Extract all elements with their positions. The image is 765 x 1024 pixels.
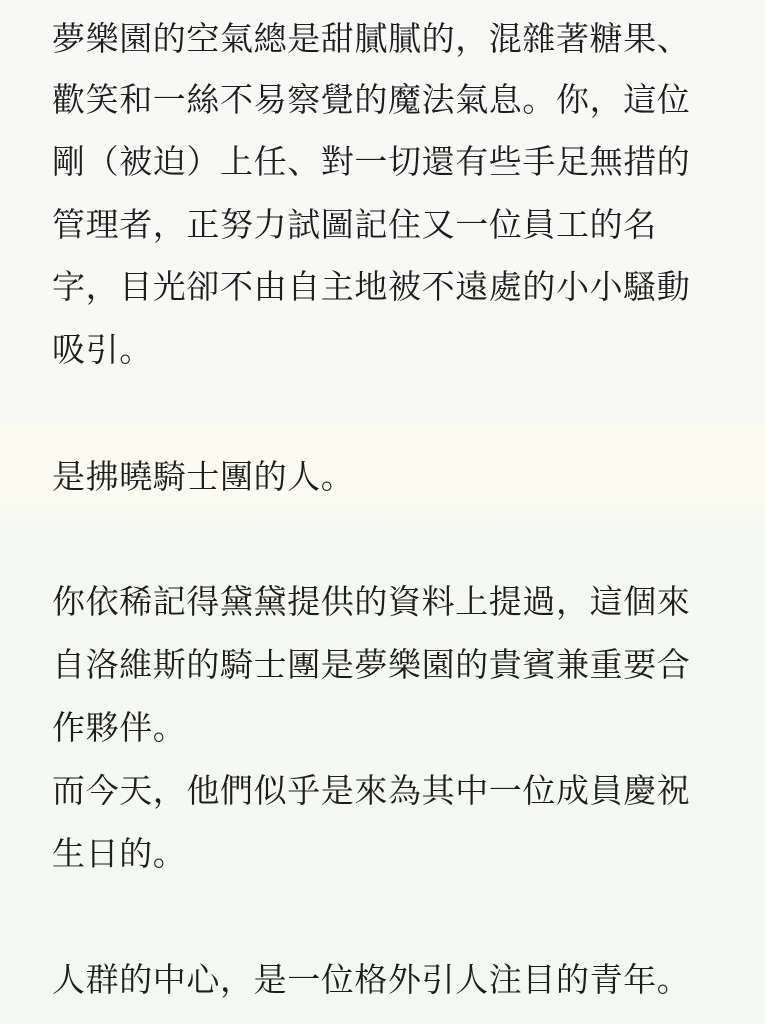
paragraph-3-line-2: 自洛維斯的騎士團是夢樂園的貴賓兼重要合 [52,645,691,684]
paragraph-2-line-1: 是拂曉騎士團的人。 [52,457,355,496]
paragraph-1-line-4: 管理者，正努力試圖記住又一位員工的名 [52,205,657,244]
paragraph-1-line-5: 字，目光卻不由自主地被不遠處的小小騷動 [52,267,691,306]
paragraph-1-line-2: 歡笑和一絲不易察覺的魔法氣息。你，這位 [52,80,691,119]
paragraph-1-line-6: 吸引。 [52,330,153,369]
paragraph-3-line-5: 生日的。 [52,834,187,873]
paragraph-3-line-3: 作夥伴。 [52,708,187,747]
paragraph-4-line-1: 人群的中心，是一位格外引人注目的青年。 [52,960,691,999]
paragraph-1-line-1: 夢樂園的空氣總是甜膩膩的，混雜著糖果、 [52,19,691,58]
paragraph-3-line-1: 你依稀記得黛黛提供的資料上提過，這個來 [52,582,691,621]
paragraph-3-line-4: 而今天，他們似乎是來為其中一位成員慶祝 [52,771,691,810]
paragraph-1-line-3: 剛（被迫）上任、對一切還有些手足無措的 [52,142,691,181]
